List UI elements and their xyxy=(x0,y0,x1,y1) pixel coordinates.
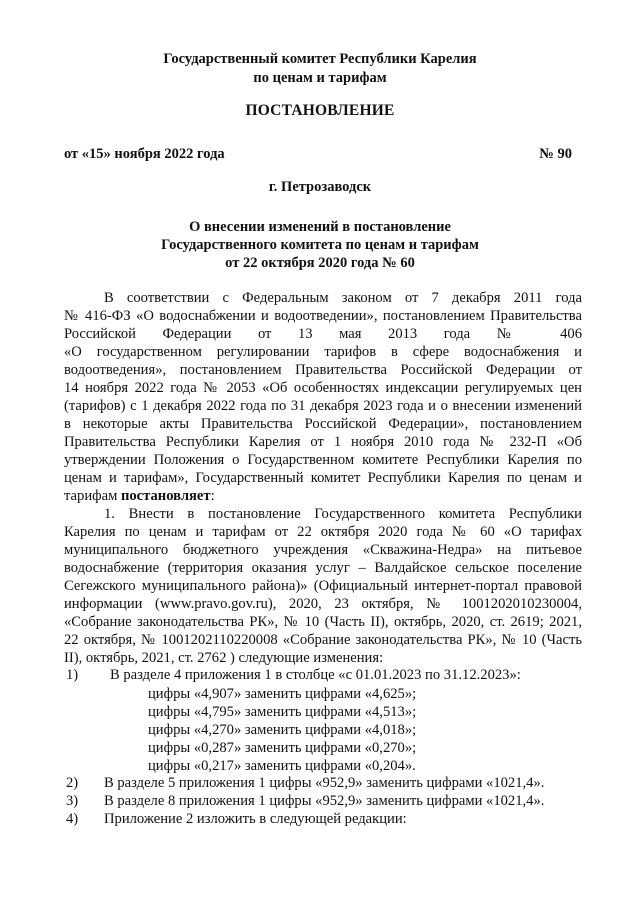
preamble-line: утверждении Положения о Государственном комитете Республики Карелия по xyxy=(64,452,582,468)
subject-line2: Государственного комитета по ценам и тарифам xyxy=(161,237,479,253)
org-name-line2: по ценам и тарифам xyxy=(253,70,387,86)
preamble-line: 14 ноября 2022 года № 2053 «Об особенностях индексации регулируемых цен xyxy=(64,380,582,396)
preamble-line: Правительства Республики Карелия от 1 ноября 2010 года № 232-П «Об xyxy=(64,434,582,450)
city: г. Петрозаводск xyxy=(268,179,372,195)
document-type: ПОСТАНОВЛЕНИЕ xyxy=(245,102,395,119)
item-text: В разделе 4 приложения 1 в столбце «с 01.01.2023 по 31.12.2023»: xyxy=(110,667,521,683)
item-number: 3) xyxy=(66,793,79,809)
resolves-keyword: постановляет xyxy=(120,488,211,504)
clause-line: Карелия по ценам и тарифам от 22 октября 2020 года № 60 «О тарифах xyxy=(64,524,582,540)
preamble-text: тарифам xyxy=(64,488,121,504)
preamble-line: Российской Федерации от 13 мая 2013 года № 406 xyxy=(64,326,582,342)
preamble-line: ценам и тарифам», Государственный комитет Республики Карелия по ценам и xyxy=(64,470,582,486)
preamble-line: В соответствии с Федеральным законом от 7 декабря 2011 года xyxy=(104,290,582,306)
clause-line: II), октябрь, 2021, ст. 2762 ) следующие изменения: xyxy=(64,650,384,666)
preamble-line: (тарифов) с 1 декабря 2022 года по 31 декабря 2023 года и о внесении изменений xyxy=(64,398,582,414)
preamble-line: № 416-ФЗ «О водоснабжении и водоотведении», постановлением Правительства xyxy=(64,308,582,324)
item-number: 2) xyxy=(66,775,79,791)
replacement-line: цифры «4,795» заменить цифрами «4,513»; xyxy=(148,704,417,720)
subject-line3: от 22 октября 2020 года № 60 xyxy=(225,255,415,271)
preamble-line: в некоторые акты Правительства Российской Федерации», постановлением xyxy=(64,416,582,432)
replacement-line: цифры «0,217» заменить цифрами «0,204». xyxy=(148,758,416,774)
replacement-line: цифры «4,907» заменить цифрами «4,625»; xyxy=(148,686,417,702)
preamble-line: «О государственном регулировании тарифов в сфере водоснабжения и xyxy=(64,344,582,360)
item-text: В разделе 8 приложения 1 цифры «952,9» заменить цифрами «1021,4». xyxy=(104,793,545,809)
colon: : xyxy=(210,488,215,504)
clause-line: информации (www.pravo.gov.ru), 2020, 23 октября, № 1001202010230004, xyxy=(64,596,582,612)
replacement-line: цифры «4,270» заменить цифрами «4,018»; xyxy=(148,722,417,738)
item-number: 4) xyxy=(66,811,79,827)
clause-line: муниципального бюджетного учреждения «Скважина-Недра» на питьевое xyxy=(64,542,582,558)
org-name-line1: Государственный комитет Республики Карелия xyxy=(163,51,477,67)
clause-line: Сегежского муниципального района)» (Официальный интернет-портал правовой xyxy=(64,578,582,594)
clause-line: «Собрание законодательства РК», № 10 (Часть II), октябрь, 2020, ст. 2619; 2021, xyxy=(64,614,582,630)
clause-line: 22 октября, № 1001202110220008 «Собрание законодательства РК», № 10 (Часть xyxy=(64,632,582,648)
document-date: от «15» ноября 2022 года xyxy=(64,146,225,162)
item-text: В разделе 5 приложения 1 цифры «952,9» заменить цифрами «1021,4». xyxy=(104,775,545,791)
document-number: № 90 xyxy=(539,146,572,162)
replacement-line: цифры «0,287» заменить цифрами «0,270»; xyxy=(148,740,417,756)
item-text: Приложение 2 изложить в следующей редакции: xyxy=(104,811,407,827)
item-number: 1) xyxy=(66,667,79,683)
clause-line: 1. Внести в постановление Государственного комитета Республики xyxy=(104,506,582,522)
clause-line: водоснабжение (территория оказания услуг – Валдайское сельское поселение xyxy=(64,560,582,576)
subject-line1: О внесении изменений в постановление xyxy=(189,219,451,235)
preamble-last-line xyxy=(64,487,582,505)
preamble-line: водоотведения», постановлением Правительства Российской Федерации от xyxy=(64,362,582,378)
